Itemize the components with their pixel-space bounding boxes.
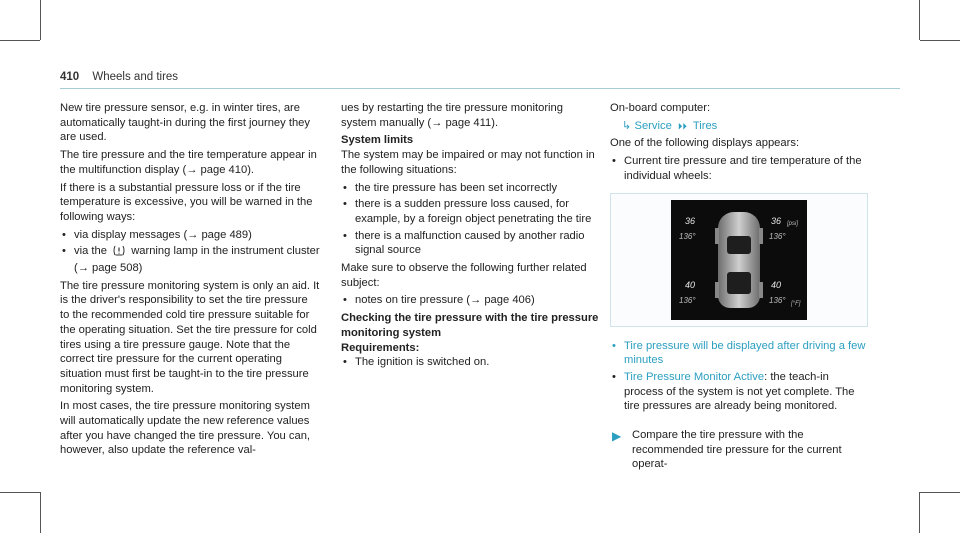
front-left-temperature: 136° (679, 231, 696, 241)
menu-item-service: Service (634, 119, 672, 132)
list-item: • Tire pressure will be displayed after driving a few minutes (610, 339, 870, 368)
paragraph: If there is a substantial pressure loss or if the tire temperature is excessive, you will be warned in the following ways: (60, 181, 313, 223)
paragraph: The tire pressure and the tire temperature appear in the multifunction display (→ page 410). (60, 149, 317, 176)
page-header (60, 71, 178, 83)
wheel-rear-right (759, 282, 763, 298)
heading: Checking the tire pressure with the tire pressure monitoring system (341, 312, 599, 339)
list-item-text: : the teach-in process of the system is not yet complete. The tire pressures are already being monitored. (624, 370, 855, 413)
section-title: Wheels and tires (92, 71, 179, 83)
paragraph: The system may be impaired or may not function in the following situations: (341, 149, 595, 176)
wheel-rear-left (715, 282, 719, 298)
paragraph: ues by restarting the tire pressure monitoring system manually (→ page 411). (341, 102, 563, 129)
tire-pressure-figure (610, 193, 868, 327)
front-left-pressure: 36 (685, 215, 696, 226)
bullet-list (610, 154, 870, 183)
paragraph: The tire pressure monitoring system is only an aid. It is the driver's responsibility to set the tire pressure to the recommended cold tire pressure suitable for the operating situation. Set the tire pressure for cold tires using a tire pressure gauge. Note that the correct tire pressure for the current operating situation must first be taught-in to the tire pressure monitoring system. (60, 279, 320, 395)
menu-path (610, 119, 870, 134)
bullet-list (60, 228, 320, 276)
status-term: Tire Pressure Monitor Active (624, 370, 765, 383)
column-3 (610, 101, 870, 475)
list-item (60, 244, 320, 275)
rear-right-pressure: 40 (771, 279, 782, 290)
bullet-list (341, 181, 601, 259)
bullet-list (341, 293, 601, 308)
play-arrow-icon: ▶ (612, 429, 622, 444)
paragraph: Make sure to observe the following further related subject: (341, 262, 587, 289)
front-right-temperature: 136° (769, 231, 786, 241)
double-chevron-icon: ⏵⏵ (677, 120, 687, 131)
list-item: • via display messages (→ page 489) (60, 228, 320, 243)
bullet-list (341, 355, 601, 370)
menu-item-tires: Tires (692, 119, 718, 132)
rear-left-temperature: 136° (679, 295, 696, 305)
list-item: • the tire pressure has been set incorrectly (341, 181, 601, 196)
return-arrow-icon: ↳ (622, 119, 632, 132)
paragraph: One of the following displays appears: (610, 137, 800, 150)
wheel-front-left (715, 228, 719, 244)
paragraph: On-board computer: (610, 102, 711, 114)
list-item-text: warning lamp in the instrument cluster (→ page 508) (74, 245, 320, 275)
list-item (610, 370, 870, 414)
crop-mark (920, 492, 960, 493)
temperature-unit: [°F] (791, 300, 801, 307)
page-number: 410 (60, 71, 80, 83)
bullet-list (610, 339, 870, 415)
crop-mark (919, 0, 920, 40)
list-item: • there is a sudden pressure loss caused, for example, by a foreign object penetrating the tire (341, 197, 601, 226)
rear-left-pressure: 40 (685, 279, 696, 290)
instruction-step (610, 428, 870, 472)
paragraph: In most cases, the tire pressure monitoring system will automatically update the new reference values after you have changed the tire pressure. You can, however, also update the reference val- (60, 400, 311, 457)
crop-mark (920, 40, 960, 41)
car-icon (718, 212, 760, 308)
header-rule (60, 88, 900, 89)
column-1 (60, 101, 320, 461)
crop-mark (40, 492, 41, 533)
rear-right-temperature: 136° (769, 295, 786, 305)
list-item-text: via the (74, 245, 107, 258)
multifunction-display (671, 200, 807, 320)
heading: System limits (341, 134, 414, 147)
paragraph: New tire pressure sensor, e.g. in winter tires, are automatically taught-in during the first journey they are used. (60, 102, 310, 144)
front-right-pressure: 36 (771, 215, 782, 226)
crop-mark (40, 0, 41, 40)
crop-mark (0, 492, 40, 493)
subheading: Requirements: (341, 341, 420, 354)
list-item: • notes on tire pressure (→ page 406) (341, 293, 601, 308)
list-item: • Current tire pressure and tire temperature of the individual wheels: (610, 154, 870, 183)
instruction-text: Compare the tire pressure with the recommended tire pressure for the current operat- (632, 429, 842, 471)
crop-mark (919, 492, 920, 533)
tire-pressure-warning-icon (113, 245, 125, 261)
pressure-unit: [psi] (787, 220, 799, 227)
list-item: • there is a malfunction caused by another radio signal source (341, 229, 601, 258)
wheel-front-right (759, 228, 763, 244)
list-item: • The ignition is switched on. (341, 355, 601, 370)
crop-mark (0, 40, 40, 41)
column-2 (341, 101, 601, 373)
